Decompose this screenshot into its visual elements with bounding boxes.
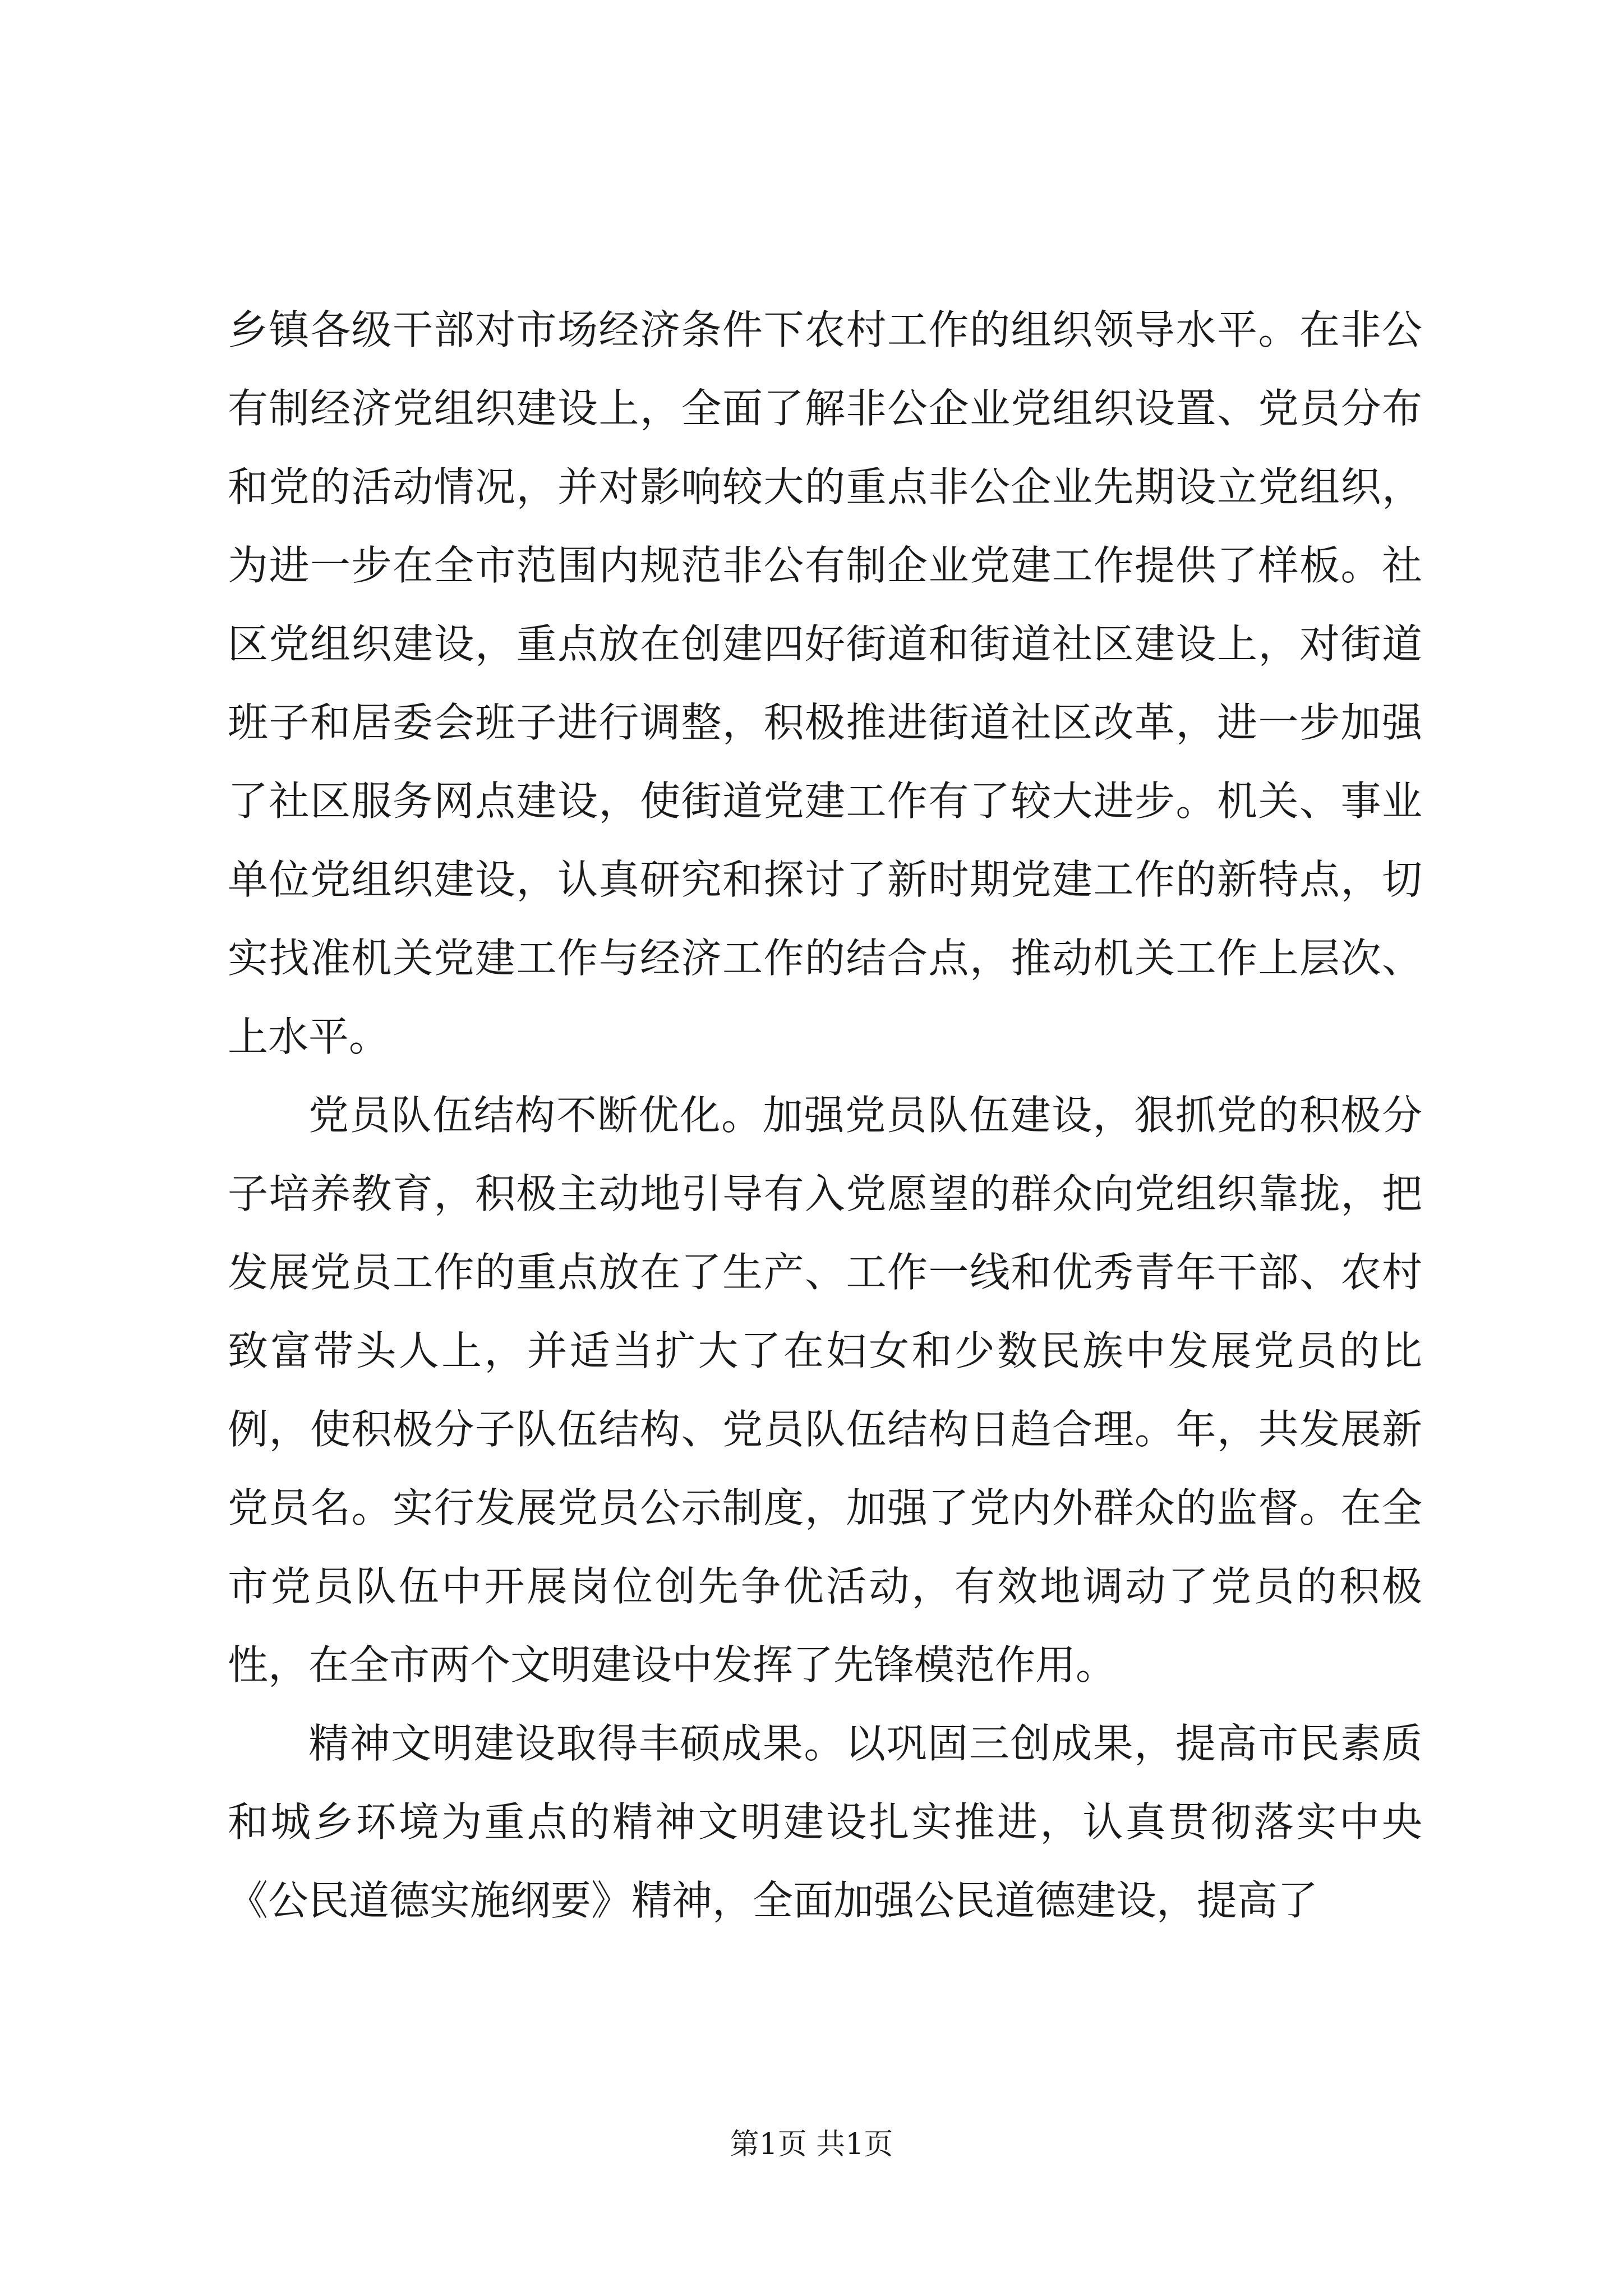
paragraph-3: 精神文明建设取得丰硕成果。以巩固三创成果，提高市民素质和城乡环境为重点的精神文明建设扎实推进，认真贯彻落实中央《公民道德实施纲要》精神，全面加强公民道德建设，提高了 xyxy=(228,1720,1422,1924)
page-footer: 第1页 共1页 xyxy=(730,2128,893,2161)
document-body xyxy=(228,291,1422,1940)
paragraph-1: 乡镇各级干部对市场经济条件下农村工作的组织领导水平。在非公有制经济党组织建设上，全面了解非公企业党组织设置、党员分布和党的活动情况，并对影响较大的重点非公企业先期设立党组织，为进一步在全市范围内规范非公有制企业党建工作提供了样板。社区党组织建设，重点放在创建四好街道和街道社区建设上，对街道班子和居委会班子进行调整，积极推进街道社区改革，进一步加强了社区服务网点建设，使街道党建工作有了较大进步。机关、事业单位党组织建设，认真研究和探讨了新时期党建工作的新特点，切实找准机关党建工作与经济工作的结合点，推动机关工作上层次、上水平。 xyxy=(228,306,1422,1060)
paragraph-2: 党员队伍结构不断优化。加强党员队伍建设，狠抓党的积极分子培养教育，积极主动地引导有入党愿望的群众向党组织靠拢，把发展党员工作的重点放在了生产、工作一线和优秀青年干部、农村致富带头人上，并适当扩大了在妇女和少数民族中发展党员的比例，使积极分子队伍结构、党员队伍结构日趋合理。年，共发展新党员名。实行发展党员公示制度，加强了党内外群众的监督。在全市党员队伍中开展岗位创先争优活动，有效地调动了党员的积极性，在全市两个文明建设中发挥了先锋模范作用。 xyxy=(228,1092,1422,1688)
